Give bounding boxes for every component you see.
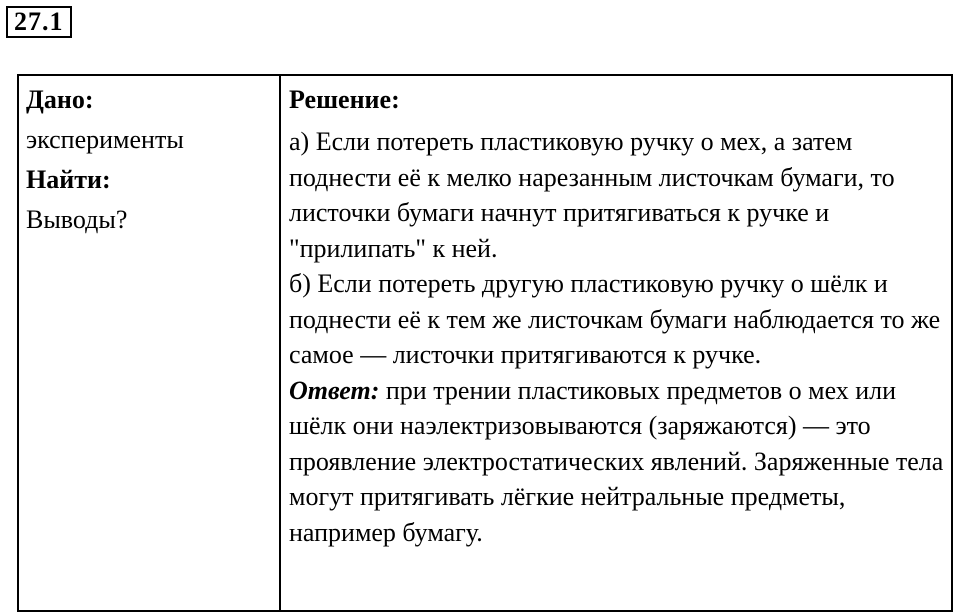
given-column bbox=[19, 76, 281, 610]
answer-text: при трении пластиковых предметов о мех или шёлк они наэлектризовываются (заряжаются) — это проявление электростатических явлений. Заряженные тела могут притягивать лёгкие нейтральные предметы, например бумагу. bbox=[289, 375, 944, 547]
solution-table bbox=[17, 74, 953, 612]
solution-part-b: б) Если потереть другую пластиковую ручку о шёлк и поднести её к тем же листочкам бумаги наблюдается то же самое — листочки притягиваются к ручке. bbox=[289, 269, 941, 369]
given-value: эксперименты bbox=[26, 125, 184, 154]
solution-column bbox=[281, 76, 951, 610]
task-number: 27.1 bbox=[14, 7, 64, 36]
find-label: Найти: bbox=[26, 165, 111, 194]
find-value: Выводы? bbox=[26, 205, 128, 234]
answer-label: Ответ: bbox=[289, 375, 380, 405]
answer-paragraph bbox=[289, 373, 951, 551]
solution-label: Решение: bbox=[289, 85, 400, 114]
solution-part-a: а) Если потереть пластиковую ручку о мех, а затем поднести её к мелко нарезанным листочкам бумаги, то листочки бумаги начнут притягиваться к ручке и "прилипать" к ней. bbox=[289, 127, 895, 263]
given-label: Дано: bbox=[26, 85, 94, 114]
solution-body bbox=[289, 124, 951, 550]
task-number-box bbox=[6, 6, 72, 38]
